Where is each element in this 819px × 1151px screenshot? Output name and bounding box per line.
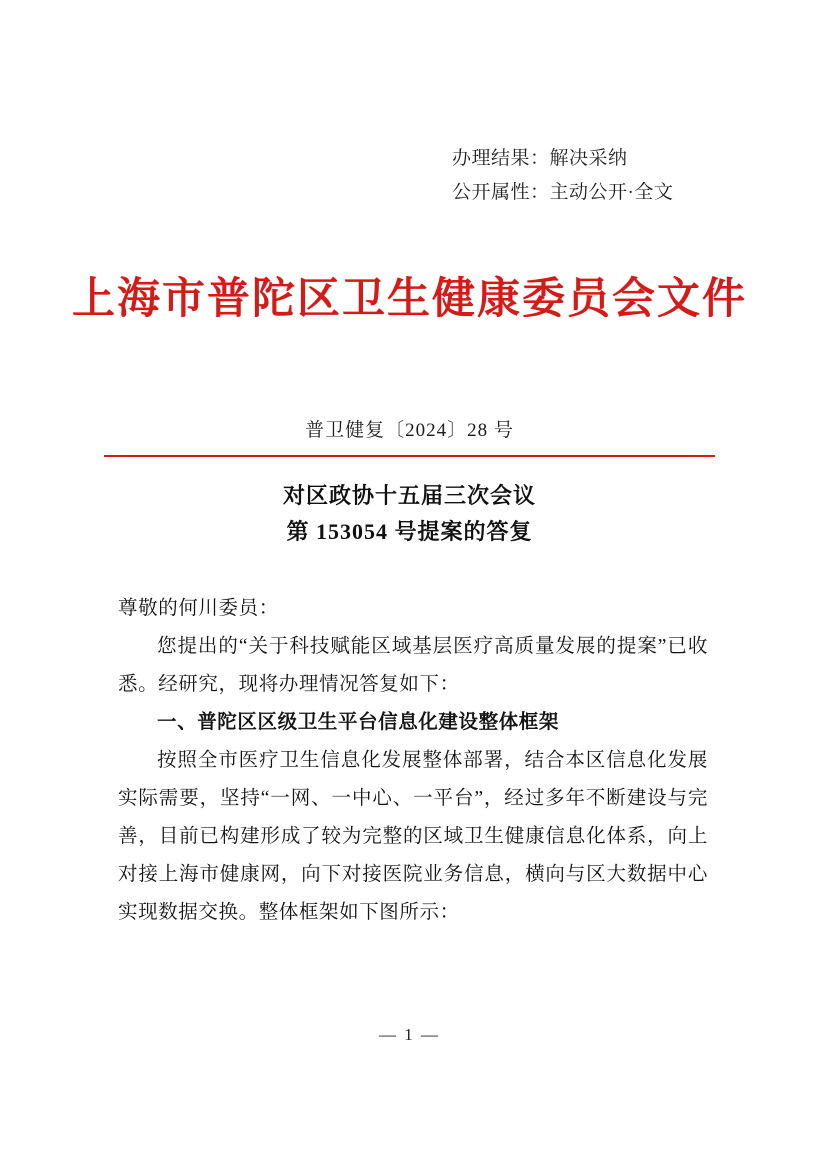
body-paragraph-1: 您提出的“关于科技赋能区域基层医疗高质量发展的提案”已收悉。经研究，现将办理情况答复如下： xyxy=(118,636,708,695)
salutation: 尊敬的何川委员： xyxy=(118,598,279,619)
document-subject-heading xyxy=(0,478,819,550)
disclosure-attribute-line: 公开属性：主动公开·全文 xyxy=(452,182,674,203)
header-meta-block xyxy=(452,142,673,210)
body-paragraph-2: 按照全市医疗卫生信息化发展整体部署，结合本区信息化发展实际需要，坚持“一网、一中心、一平台”，经过多年不断建设与完善，目前已构建形成了较为完整的区域卫生健康信息化体系，向上对接上海市健康网，向下对接医院业务信息，横向与区大数据中心实现数据交换。整体框架如下图所示： xyxy=(118,750,708,923)
page-number-footer: — 1 — xyxy=(379,1025,440,1044)
handling-result-line: 办理结果：解决采纳 xyxy=(452,148,628,169)
document-body xyxy=(118,590,708,932)
red-separator-rule xyxy=(104,455,715,457)
section-heading-1: 一、普陀区区级卫生平台信息化建设整体框架 xyxy=(157,712,560,733)
subject-line-1: 对区政协十五届三次会议 xyxy=(282,483,536,508)
document-red-title: 上海市普陀区卫生健康委员会文件 xyxy=(72,274,747,324)
subject-line-2: 第 153054 号提案的答复 xyxy=(286,519,533,544)
document-number: 普卫健复〔2024〕28 号 xyxy=(305,420,514,441)
